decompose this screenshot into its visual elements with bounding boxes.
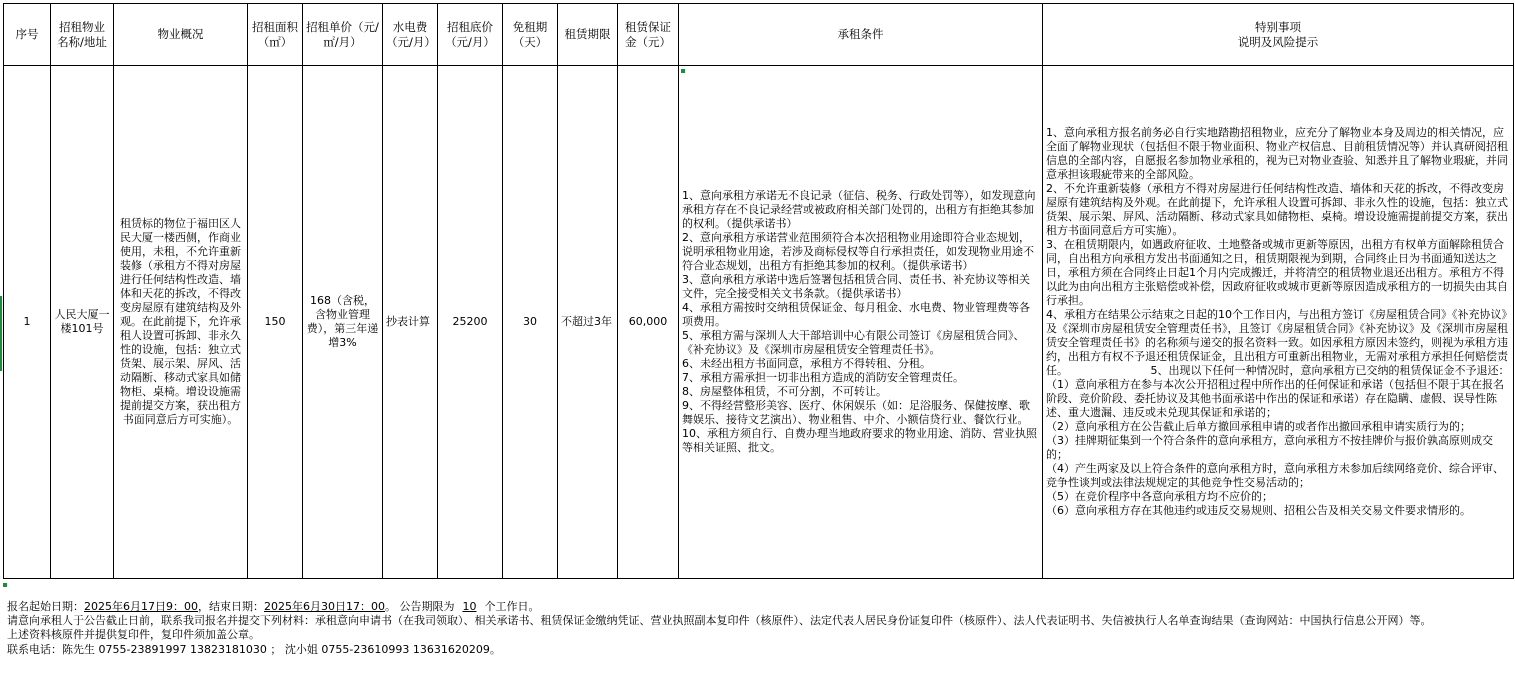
header-row [4,4,1514,66]
cell-area[interactable]: 150 [248,66,303,579]
cell-no[interactable]: 1 [4,66,51,579]
footer-materials-line: 请意向承租人于公告截止日前，联系我司报名并提交下列材料：承租意向申请书（在我司领取）、相关承诺书、租赁保证金缴纳凭证、营业执照副本复印件（核原件）、法定代表人居民身份证复印件（核原件）、法人代表证明书、失信被执行人名单查询结果（查询网站：中国执行信息公开网）等。 [7,614,1432,628]
header-lease-term[interactable]: 租赁期限 [558,4,618,66]
header-conditions[interactable]: 承租条件 [679,4,1043,66]
cell-free-period[interactable]: 30 [503,66,558,579]
header-deposit[interactable]: 租赁保证金（元） [618,4,679,66]
row-selection-indicator [0,296,2,371]
condition-item: 7、承租方需承担一切非出租方造成的消防安全管理责任。 [682,371,964,384]
footer-period-unit: 个工作日。 [484,600,540,613]
cell-deposit[interactable]: 60,000 [618,66,679,579]
footer-period-label: 。 公告期限为 [384,600,455,613]
cell-unit-price[interactable]: 168（含税，含物业管理费），第三年递增3% [303,66,383,579]
lease-table [3,3,1514,579]
header-unit-price[interactable]: 招租单价（元/㎡/月） [303,4,383,66]
footer-end-label: ，结束日期： [198,600,264,613]
header-utilities[interactable]: 水电费（元/月） [383,4,438,66]
note-item: 1、意向承租方报名前务必自行实地踏勘招租物业，应充分了解物业本身及周边的相关情况，应全面了解物业现状（包括但不限于物业面积、物业产权信息、目前租赁情况等）并认真研阅招租信息的全部内容，自愿报名参加物业承租的，视为已对物业查验、知悉并且了解物业瑕疵，并同意承担该瑕疵带来的全部风险。 [1046,126,1508,181]
condition-item: 8、房屋整体租赁，不可分割，不可转让。 [682,385,887,398]
cell-base-price[interactable]: 25200 [438,66,503,579]
footer-copies-line: 上述资料核原件并提供复印件，复印件须加盖公章。 [7,628,260,642]
note-item: 4、承租方在结果公示结束之日起的10个工作日内，与出租方签订《房屋租赁合同》《补充协议》及《深圳市房屋租赁安全管理责任书》，且签订《房屋租赁合同》《补充协议》及《深圳市房屋租赁安全管理责任书》的名称须与递交的报名资料一致。如因承租方原因未签约，则视为承租方违约，出租方有权不予退还租赁保证金，且出租方可重新出租物业，无需对承租方承担任何赔偿责任。 5、出现以下任何一种情况时，意向承租方已交纳的租赁保证金不予退还： [1046,308,1510,377]
condition-item: 1、意向承租方承诺无不良记录（征信、税务、行政处罚等），如发现意向承租方存在不良记录经营或被政府相关部门处罚的，出租方有拒绝其参加的权利。（提供承诺书） [682,189,1036,230]
header-area[interactable]: 招租面积（㎡） [248,4,303,66]
condition-item: 6、未经出租方书面同意，承租方不得转租、分租。 [682,357,931,370]
footer-notes [7,600,1507,657]
header-free-period[interactable]: 免租期（天） [503,4,558,66]
note-item: （5）在竞价程序中各意向承租方均不应价的； [1046,490,1273,503]
start-date[interactable]: 2025年6月17日9：00 [84,600,198,613]
header-name[interactable]: 招租物业名称/地址 [51,4,114,66]
footer-dates-line [7,600,1507,614]
end-date[interactable]: 2025年6月30日17：00 [264,600,385,613]
footer-contact-line: 联系电话：陈先生 0755-23891997 13823181030 ； 沈小姐 0755-23610993 13631620209。 [7,642,501,656]
condition-item: 10、承租方须自行、自费办理当地政府要求的物业用途、消防、营业执照等相关证照、批文。 [682,427,1037,454]
note-item: 3、在租赁期限内，如遇政府征收、土地整备或城市更新等原因，出租方有权单方面解除租赁合同，自出租方向承租方发出书面通知之日，租赁期限视为到期，合同终止日为书面通知送达之日，承租方须在合同终止日起1个月内完成搬迁，并将清空的租赁物业退还出租方。承租方不得以此为由向出租方主张赔偿或补偿，因政府征收或城市更新等原因造成承租方的一切损失由其自行承担。 [1046,238,1508,307]
condition-item: 4、承租方需按时交纳租赁保证金、每月租金、水电费、物业管理费等各项费用。 [682,301,1030,328]
header-notes-line1: 特别事项 [1255,19,1301,34]
condition-item: 9、不得经营整形美容、医疗、休闲娱乐（如：足浴服务、保健按摩、歌舞娱乐、接待文艺演出）、物业租售、中介、小额信贷行业、餐饮行业。 [682,399,1030,426]
note-item: （2）意向承租方在公告截止后单方撤回承租申请的或者作出撤回承租申请实质行为的； [1046,420,1471,433]
header-notes-line2: 说明及风险提示 [1237,34,1319,49]
cell-overview[interactable]: 租赁标的物位于福田区人民大厦一楼西侧，作商业使用，未租，不允许重新装修（承租方不得对房屋进行任何结构性改造、墙体和天花的拆改，不得改变房屋原有建筑结构及外观。在此前提下，允许承租人设置可拆卸、非永久性的设施，包括：独立式货架、展示架、屏风、活动隔断、移动式家具如储物柜、桌椅。增设设施需提前提交方案，获出租方书面同意后方可实施）。 [114,66,248,579]
header-notes[interactable] [1043,4,1514,66]
header-base-price[interactable]: 招租底价（元/月） [438,4,503,66]
note-item: （3）挂牌期征集到一个符合条件的意向承租方，意向承租方不按挂牌价与报价孰高原则成交的； [1046,434,1493,461]
condition-item: 2、意向承租方承诺营业范围须符合本次招租物业用途即符合业态规划，说明承租物业用途，若涉及商标侵权等自行承担责任，如发现物业用途不符合业态规划，出租方有拒绝其参加的权利。（提供承诺书） [682,231,1034,272]
condition-item: 5、承租方需与深圳人大干部培训中心有限公司签订《房屋租赁合同》、《补充协议》及《深圳市房屋租赁安全管理责任书》。 [682,329,1025,356]
header-no[interactable]: 序号 [4,4,51,66]
note-item: （6）意向承租方存在其他违约或违反交易规则、招租公告及相关交易文件要求情形的。 [1046,504,1471,517]
note-item: 2、不允许重新装修（承租方不得对房屋进行任何结构性改造、墙体和天花的拆改，不得改变房屋原有建筑结构及外观。在此前提下，允许承租人设置可拆卸、非永久性的设施，包括：独立式货架、展示架、屏风、活动隔断、移动式家具如储物柜、桌椅。增设设施需提前提交方案，获出租方书面同意后方可实施）。 [1046,182,1508,237]
cell-notes[interactable] [1043,66,1514,579]
header-overview[interactable]: 物业概况 [114,4,248,66]
cell-conditions[interactable] [679,66,1043,579]
table-row [4,66,1514,579]
cell-lease-term[interactable]: 不超过3年 [558,66,618,579]
condition-item: 3、意向承租方承诺中选后签署包括租赁合同、责任书、补充协议等相关文件，完全接受相关文书条款。（提供承诺书） [682,273,1030,300]
cell-name[interactable]: 人民大厦一楼101号 [51,66,114,579]
announcement-period[interactable]: 10 [462,600,477,613]
note-item: （4）产生两家及以上符合条件的意向承租方时，意向承租方未参加后续网络竞价、综合评审、竞争性谈判或法律法规规定的其他竞争性交易活动的； [1046,462,1504,489]
cell-utilities[interactable]: 抄表计算 [383,66,438,579]
note-item: （1）意向承租方在参与本次公开招租过程中所作出的任何保证和承诺（包括但不限于其在报名阶段、竞价阶段、委托协议及其他书面承诺中作出的保证和承诺）存在隐瞒、虚假、误导性陈述、重大遗漏、违反或未兑现其保证和承诺的； [1046,378,1504,419]
cell-comment-marker [3,583,7,587]
footer-start-label: 报名起始日期： [7,600,84,613]
cell-comment-marker [681,69,685,73]
